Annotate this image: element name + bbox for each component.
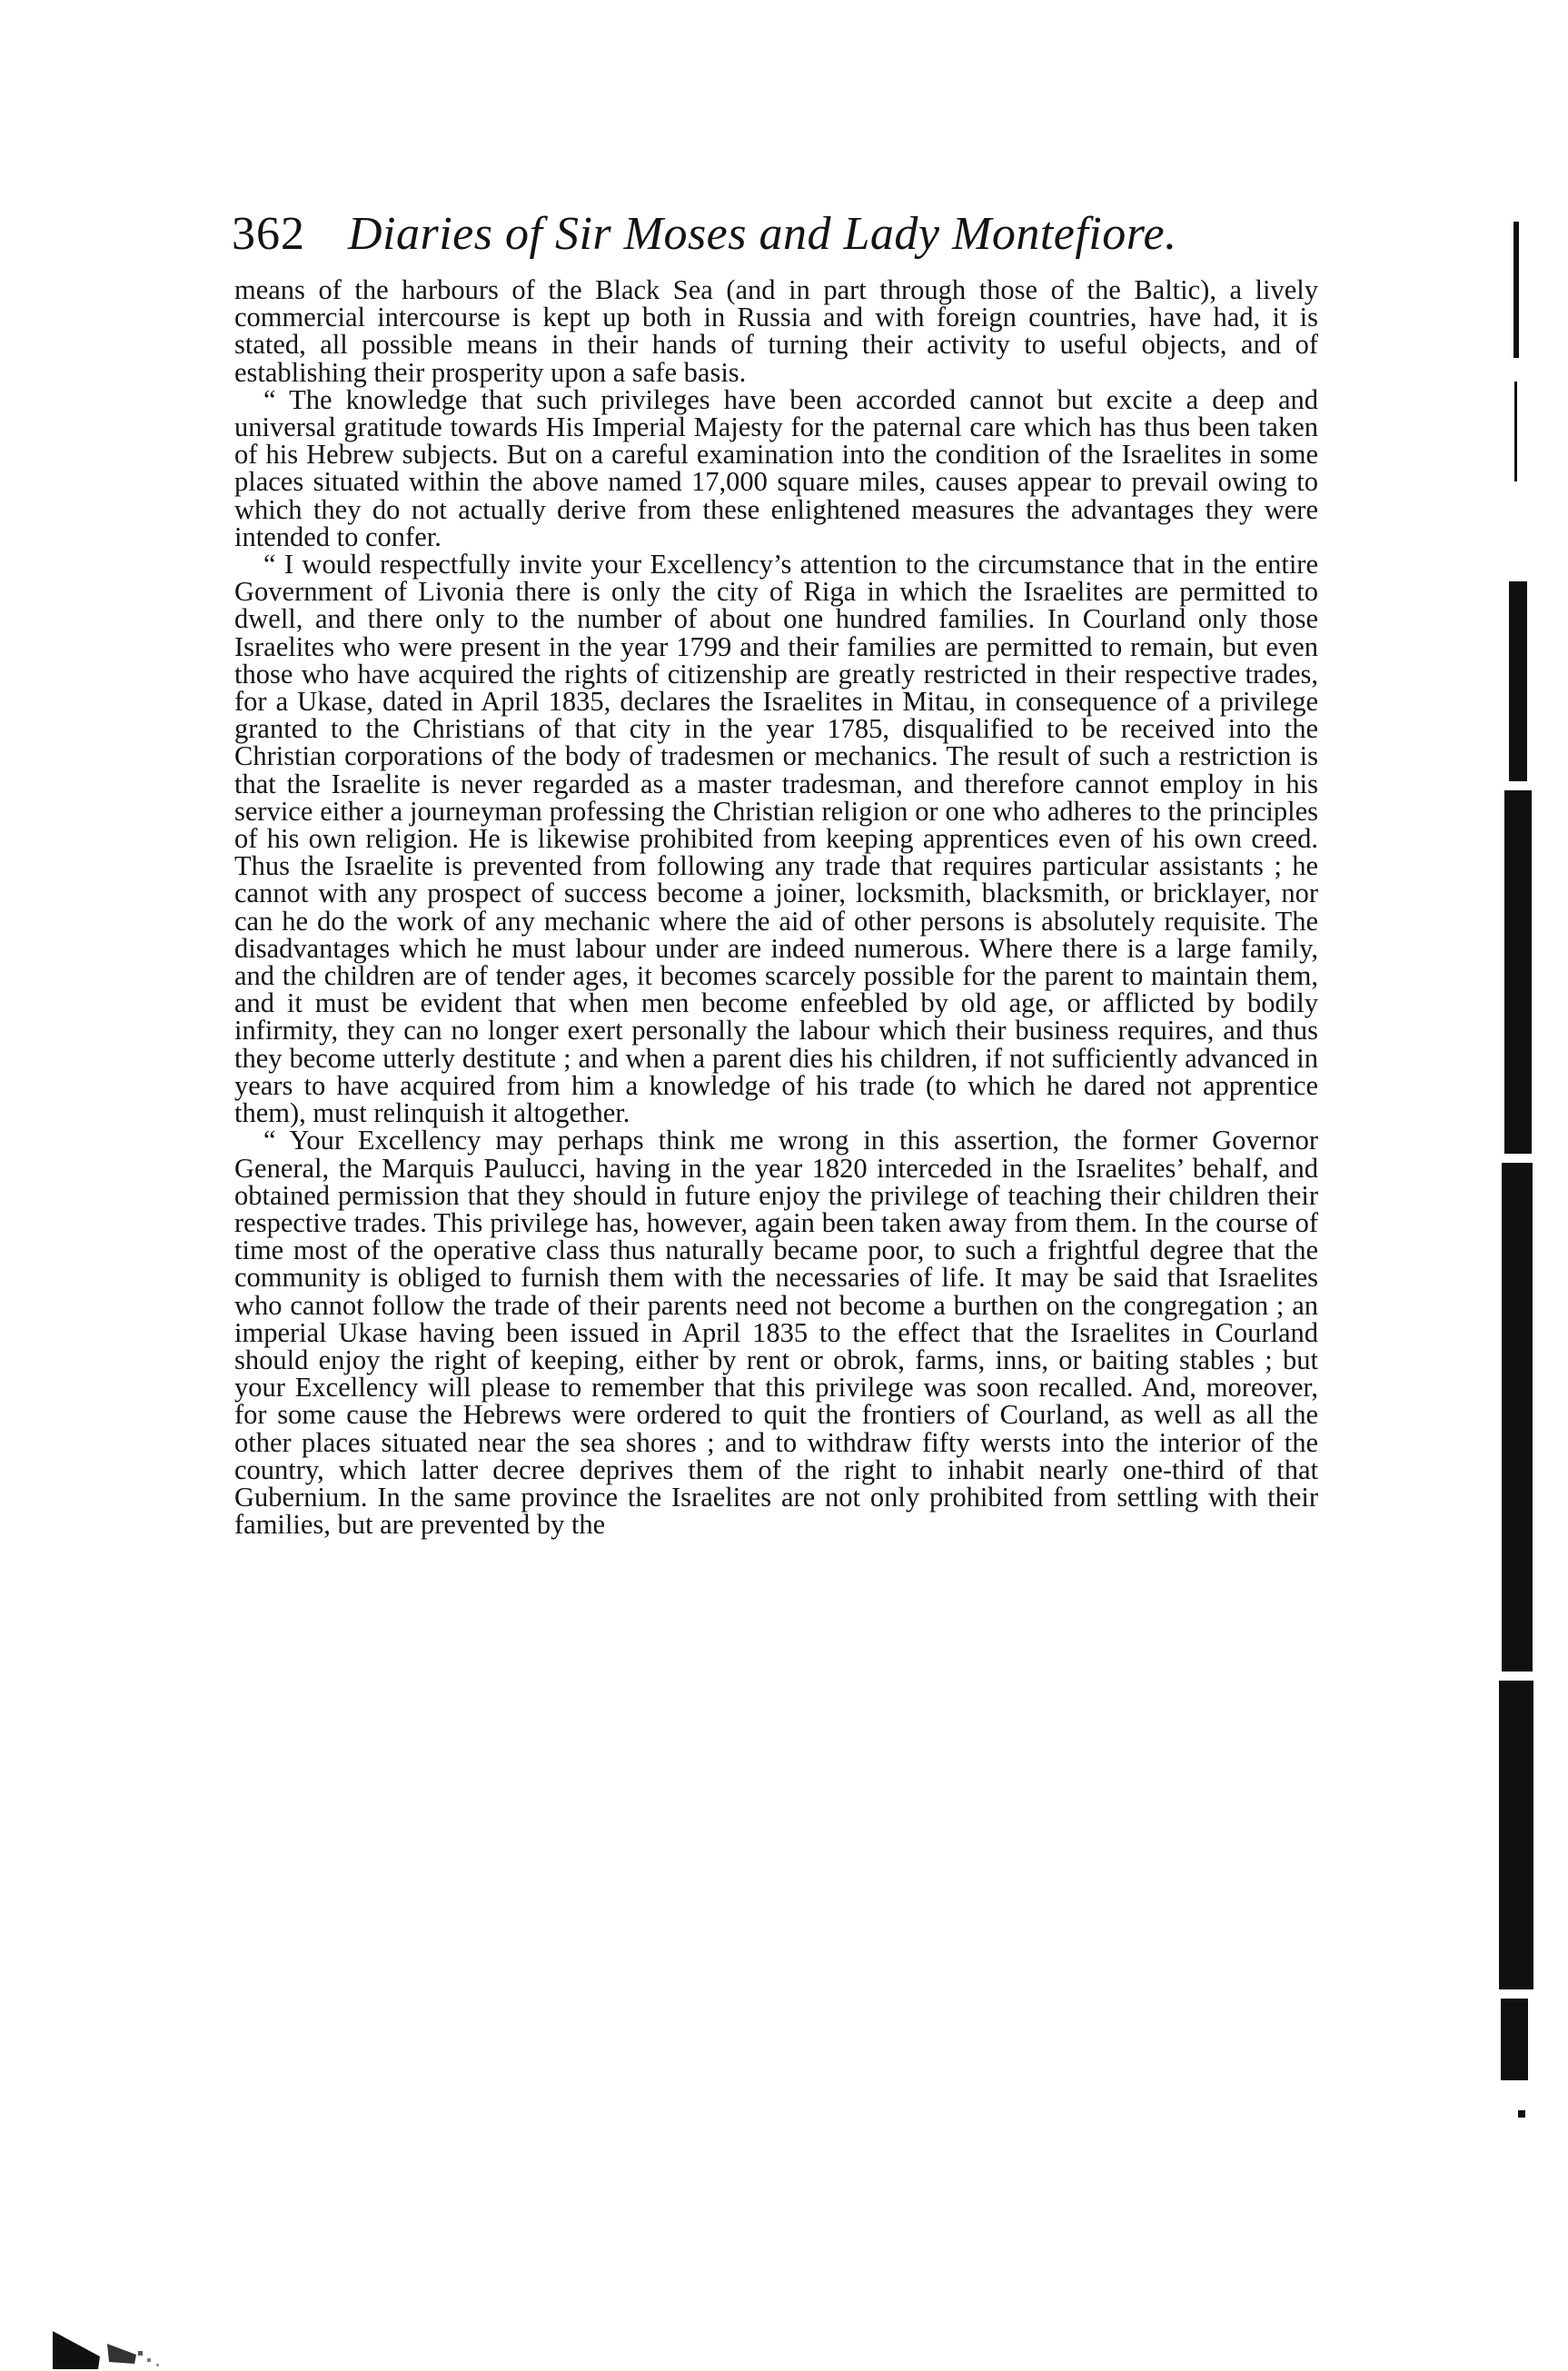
scan-edge-shadow <box>1499 1681 1533 1989</box>
scan-edge-shadow <box>1504 790 1532 1154</box>
scan-corner-artifact <box>0 2297 182 2371</box>
body-text <box>234 274 1318 1541</box>
running-head <box>232 198 1322 271</box>
page-number: 362 <box>232 208 305 260</box>
scan-edge-shadow <box>1513 222 1519 358</box>
scan-edge-speck <box>1518 2110 1525 2118</box>
scan-edge-shadow <box>1501 1999 1528 2080</box>
paragraph: “ The knowledge that such privileges have been accorded cannot but excite a deep and universal gratitude towards His Imperial Majesty for the paternal care which has thus been taken of his Hebrew subjects. But on a careful examination into the condition of the Israelites in some places situated within the above named 17,000 square miles, causes appear to prevail owing to which they do not actually derive from these enlightened measures the advantages they were intended to confer. <box>234 383 1318 552</box>
paragraph: “ I would respectfully invite your Excellency’s attention to the circumstance that in the entire Government of Livonia there is only the city of Riga in which the Israelites are permitted to dwell, and there only to the number of about one hundred families. In Courland only those Israelites who were present in the year 1799 and their families are permitted to remain, but even those who have acquired the rights of citizenship are greatly restricted in their respective trades, for a Ukase, dated in April 1835, declares the Israelites in Mitau, in consequence of a privilege granted to the Christians of that city in the year 1785, disqualified to be received into the Christian corporations of the body of tradesmen or mechanics. The result of such a restriction is that the Israelite is never regarded as a master tradesman, and therefore cannot employ in his service either a journeyman professing the Christian religion or one who adheres to the principles of his own religion. He is likewise prohibited from keeping apprentices even of his own creed. Thus the Israelite is prevented from following any trade that requires particular assistants ; he cannot with any prospect of success become a joiner, locksmith, blacksmith, or bricklayer, nor can he do the work of any mechanic where the aid of other persons is absolutely requisite. The disadvantages which he must labour under are indeed numerous. Where there is a large family, and the children are of tender ages, it becomes scarcely possible for the parent to maintain them, and it must be evident that when men become enfeebled by old age, or afflicted by bodily infirmity, they can no longer exert personally the labour which their business requires, and thus they become utterly destitute ; and when a parent dies his children, if not sufficiently advanced in years to have acquired from him a knowledge of his trade (to which he dared not apprentice them), must relinquish it altogether. <box>234 549 1318 1129</box>
scan-edge-shadow <box>1514 382 1517 481</box>
scan-edge-shadow <box>1509 581 1527 781</box>
book-title: Diaries of Sir Moses and Lady Montefiore. <box>348 208 1177 260</box>
scan-edge-shadow <box>1502 1163 1533 1672</box>
paragraph: means of the harbours of the Black Sea (and in part through those of the Baltic), a lively commercial intercourse is kept up both in Russia and with foreign countries, have had, it is stated, all possible means in their hands of turning their activity to useful objects, and of establishing their prosperity upon a safe basis. <box>234 274 1318 388</box>
paragraph: “ Your Excellency may perhaps think me wrong in this assertion, the former Governor General, the Marquis Paulucci, having in the year 1820 interceded in the Israelites’ behalf, and obtained permission that they should in future enjoy the privilege of teaching their children their respective trades. This privilege has, however, again been taken away from them. In the course of time most of the operative class thus naturally became poor, to such a frightful degree that the community is obliged to furnish them with the necessaries of life. It may be said that Israelites who cannot follow the trade of their parents need not become a burthen on the congregation ; an imperial Ukase having been issued in April 1835 to the effect that the Israelites in Courland should enjoy the right of keeping, either by rent or obrok, farms, inns, or baiting stables ; but your Excellency will please to remember that this privilege was soon recalled. And, moreover, for some cause the Hebrews were ordered to quit the frontiers of Courland, as well as all the other places situated near the sea shores ; and to withdraw fifty wersts into the interior of the country, which latter decree deprives them of the right to inhabit nearly one-third of that Gubernium. In the same province the Israelites are not only prohibited from settling with their families, but are prevented by the <box>234 1125 1318 1541</box>
